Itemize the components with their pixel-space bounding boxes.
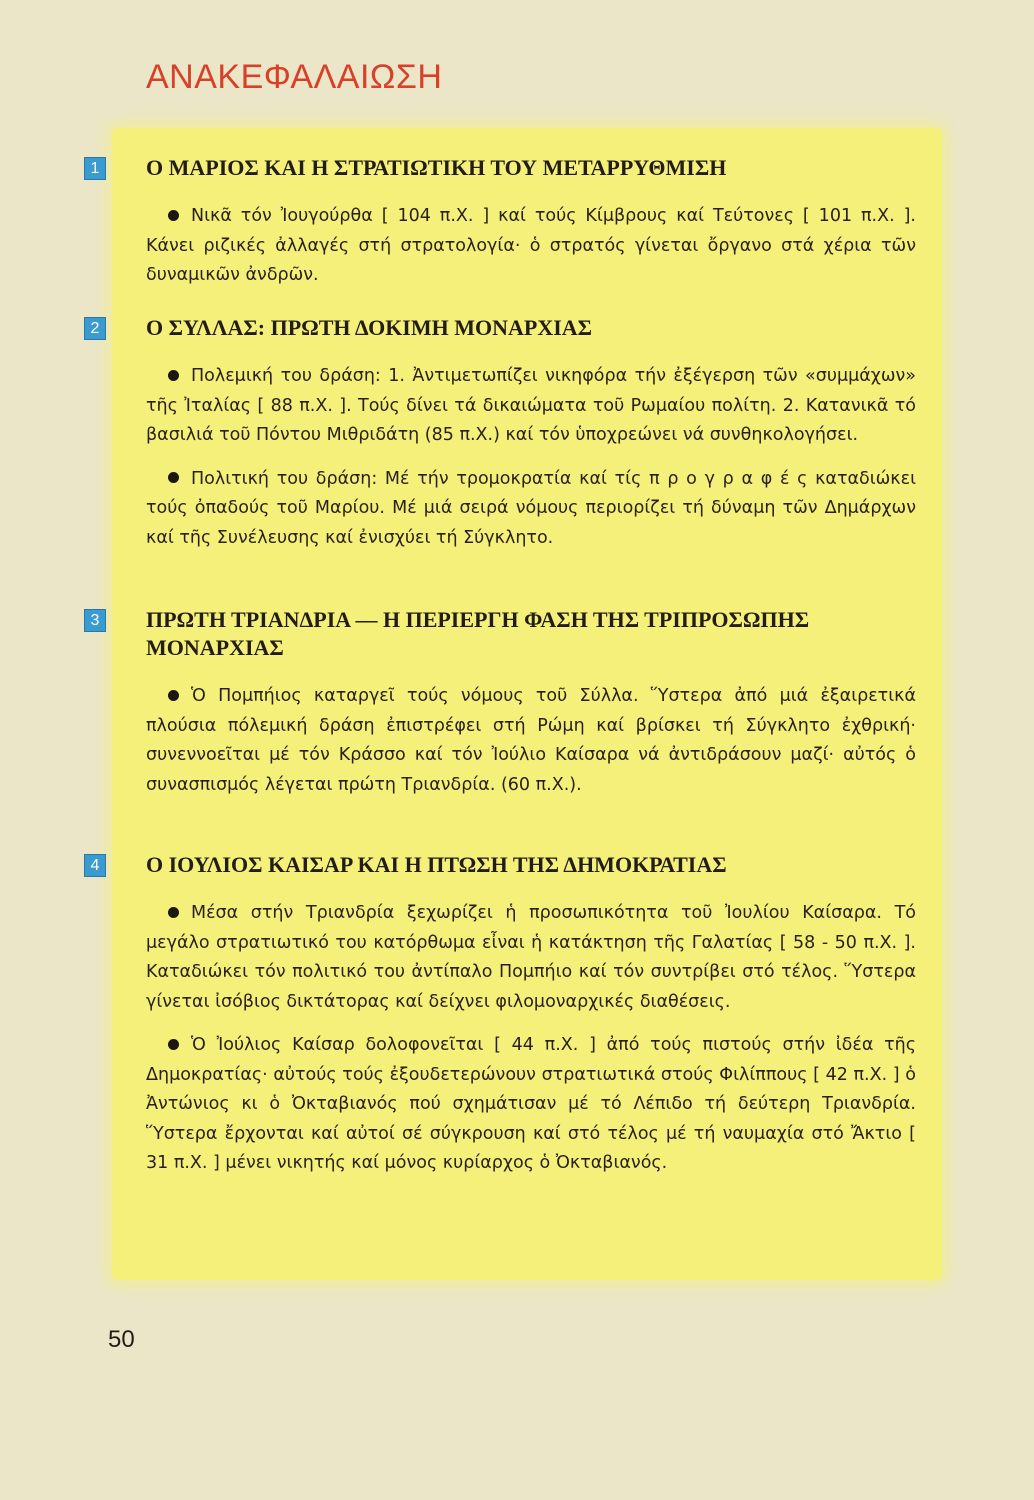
bullet-icon <box>168 907 179 918</box>
section-3 <box>84 606 924 800</box>
bullet-icon <box>168 472 179 483</box>
bullet-paragraph <box>146 362 916 451</box>
section-2 <box>84 314 924 553</box>
section-title: ΠΡΩΤΗ ΤΡΙΑΝΔΡΙΑ — Η ΠΕΡΙΕΡΓΗ ΦΑΣΗ ΤΗΣ ΤΡΙΠΡΟΣΩΠΗΣ ΜΟΝΑΡΧΙΑΣ <box>146 607 810 660</box>
paragraph-text: Μέσα στήν Τριανδρία ξεχωρίζει ἡ προσωπικότητα τοῦ Ἰουλίου Καίσαρα. Τό μεγάλο στρατιωτικό του κατόρθωμα εἶναι ἡ κατάκτηση τῆς Γαλατίας [ 58 - 50 π.Χ. ]. Καταδιώκει τόν πολιτικό του ἀντίπαλο Πομπήιο καί τόν συντρίβει στό τέλος. Ὕστερα γίνεται ἰσόβιος δικτάτορας καί δείχνει φιλομοναρχικές διαθέσεις. <box>146 903 916 1012</box>
bullet-icon <box>168 1039 179 1050</box>
bullet-paragraph <box>146 465 916 554</box>
section-title: Ο ΜΑΡΙΟΣ ΚΑΙ Η ΣΤΡΑΤΙΩΤΙΚΗ ΤΟΥ ΜΕΤΑΡΡΥΘΜΙΣΗ <box>146 155 727 180</box>
page-title: ΑΝΑΚΕΦΑΛΑΙΩΣΗ <box>146 58 443 96</box>
paragraph-text: Ὁ Ἰούλιος Καίσαρ δολοφονεῖται [ 44 π.Χ. ] ἀπό τούς πιστούς στήν ἰδέα τῆς Δημοκρατίας· αὐτούς τούς ἐξουδετερώνουν στρατιωτικά στούς Φιλίππους [ 42 π.Χ. ] ὁ Ἀντώνιος κι ὁ Ὀκταβιανός πού σχημάτισαν μέ τό Λέπιδο τή δεύτερη Τριανδρία. Ὕστερα ἔρχονται καί αὐτοί σέ σύγκρουση καί στό τέλος μέ τή ναυμαχία στό Ἄκτιο [ 31 π.Χ. ] μένει νικητής καί μόνος κυρίαρχος ὁ Ὀκταβιανός. <box>146 1035 916 1173</box>
bullet-icon <box>168 210 179 221</box>
bullet-paragraph <box>146 899 916 1017</box>
bullet-icon <box>168 690 179 701</box>
section-header <box>84 154 924 182</box>
section-header <box>84 606 924 662</box>
section-1 <box>84 154 924 291</box>
section-title: Ο ΙΟΥΛΙΟΣ ΚΑΙΣΑΡ ΚΑΙ Η ΠΤΩΣΗ ΤΗΣ ΔΗΜΟΚΡΑΤΙΑΣ <box>146 852 727 877</box>
bullet-paragraph <box>146 202 916 291</box>
section-header <box>84 851 924 879</box>
section-number-badge: 1 <box>84 157 106 180</box>
section-header <box>84 314 924 342</box>
bullet-paragraph <box>146 1031 916 1179</box>
section-number-badge: 4 <box>84 854 106 877</box>
bullet-paragraph <box>146 682 916 800</box>
section-number-badge: 3 <box>84 609 106 632</box>
section-title: Ο ΣΥΛΛΑΣ: ΠΡΩΤΗ ΔΟΚΙΜΗ ΜΟΝΑΡΧΙΑΣ <box>146 315 593 340</box>
page-number: 50 <box>108 1326 135 1353</box>
section-4 <box>84 851 924 1179</box>
section-number-badge: 2 <box>84 317 106 340</box>
paragraph-text: Πολιτική του δράση: Μέ τήν τρομοκρατία καί τίς π ρ ο γ ρ α φ έ ς καταδιώκει τούς ὀπαδούς τοῦ Μαρίου. Μέ μιά σειρά νόμους περιορίζει τή δύναμη τῶν Δημάρχων καί τῆς Συνέλευσης καί ἐνισχύει τή Σύγκλητο. <box>146 468 916 548</box>
paragraph-text: Ὁ Πομπήιος καταργεῖ τούς νόμους τοῦ Σύλλα. Ὕστερα ἀπό μιά ἐξαιρετικά πλούσια πόλεμική δράση ἐπιστρέφει στή Ρώμη καί βρίσκει τή Σύγκλητο ἐχθρική· συνεννοεῖται μέ τόν Κράσσο καί τόν Ἰούλιο Καίσαρα νά ἀντιδράσουν μαζί· αὐτός ὁ συνασπισμός λέγεται πρώτη Τριανδρία. (60 π.Χ.). <box>146 686 916 795</box>
bullet-icon <box>168 370 179 381</box>
paragraph-text: Πολεμική του δράση: 1. Ἀντιμετωπίζει νικηφόρα τήν ἐξέγερση τῶν «συμμάχων» τῆς Ἰταλίας [ 88 π.Χ. ]. Τούς δίνει τά δικαιώματα τοῦ Ρωμαίου πολίτη. 2. Κατανικᾶ τό βασιλιά τοῦ Πόντου Μιθριδάτη (85 π.Χ.) καί τόν ὑποχρεώνει νά συνθηκολογήσει. <box>146 366 916 445</box>
paragraph-text: Νικᾶ τόν Ἰουγούρθα [ 104 π.Χ. ] καί τούς Κίμβρους καί Τεύτονες [ 101 π.Χ. ]. Κάνει ριζικές ἀλλαγές στή στρατολογία· ὁ στρατός γίνεται ὄργανο στά χέρια τῶν δυναμικῶν ἀνδρῶν. <box>146 206 916 285</box>
